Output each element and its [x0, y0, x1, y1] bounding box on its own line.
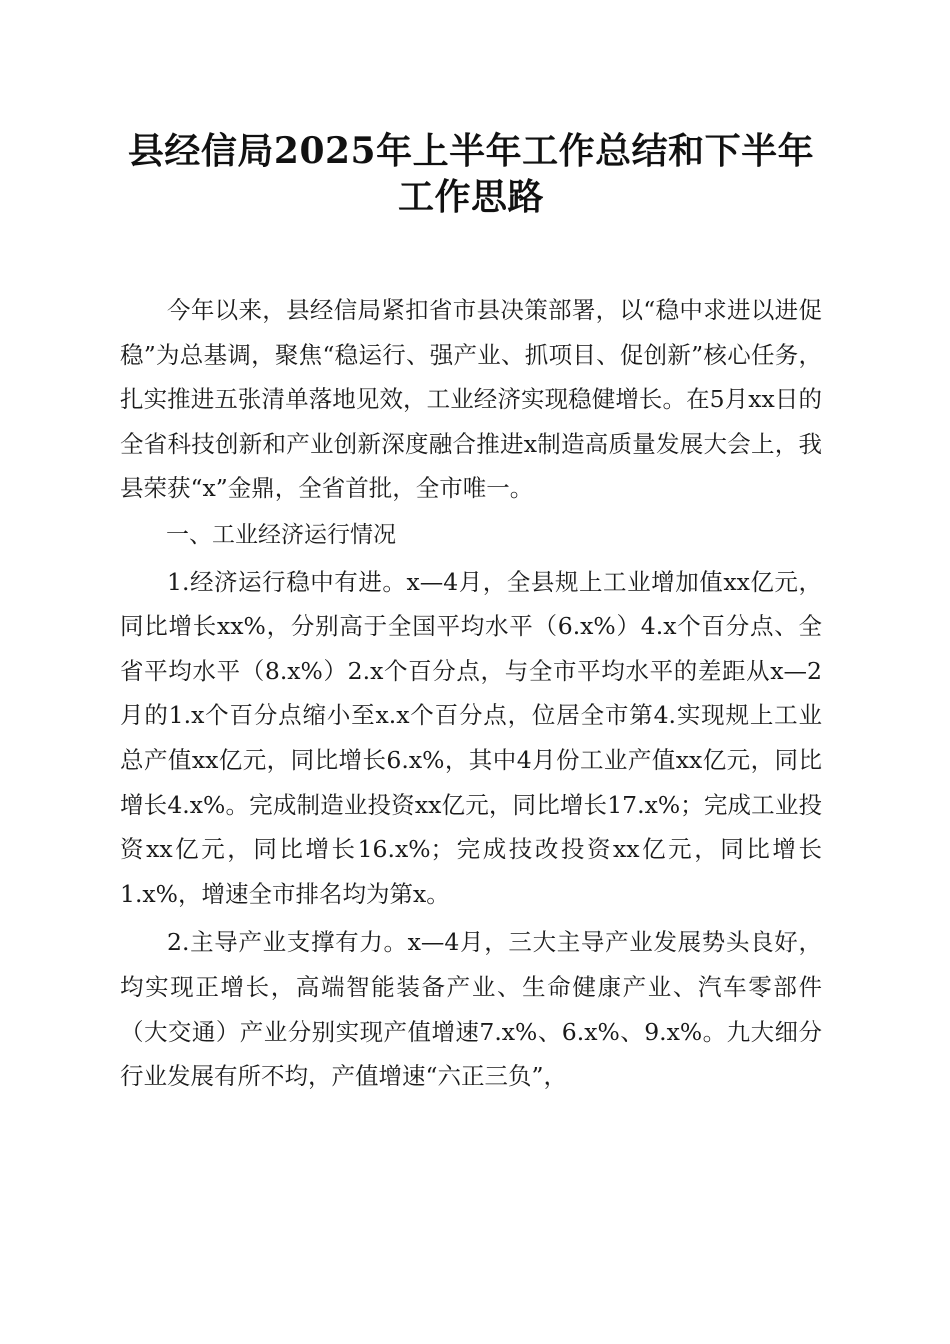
section-heading-industrial-economy: 一、工业经济运行情况 [166, 521, 396, 548]
intro-paragraph: 今年以来，县经信局紧扣省市县决策部署，以“稳中求进以进促稳”为总基调，聚焦“稳运行、强产业、抓项目、促创新”核心任务，扎实推进五张清单落地见效，工业经济实现稳健增长。在5月xx日的全省科技创新和产业创新深度融合推进x制造高质量发展大会上，我县荣获“x”金鼎，全省首批，全市唯一。 [120, 296, 822, 503]
paragraph-leading-industries: 2.主导产业支撑有力。x—4月，三大主导产业发展势头良好，均实现正增长，高端智能装备产业、生命健康产业、汽车零部件（大交通）产业分别实现产值增速7.x%、6.x%、9.x%。九大细分行业发展有所不均，产值增速“六正三负”， [120, 928, 822, 1091]
document-body [120, 288, 822, 1099]
paragraph-economic-operation: 1.经济运行稳中有进。x—4月，全县规上工业增加值xx亿元，同比增长xx%，分别高于全国平均水平（6.x%）4.x个百分点、全省平均水平（8.x%）2.x个百分点，与全市平均水平的差距从x—2月的1.x个百分点缩小至x.x个百分点，位居全市第4.实现规上工业总产值xx亿元，同比增长6.x%，其中4月份工业产值xx亿元，同比增长4.x%。完成制造业投资xx亿元，同比增长17.x%；完成工业投资xx亿元，同比增长16.x%；完成技改投资xx亿元，同比增长1.x%，增速全市排名均为第x。 [120, 567, 822, 908]
document-title: 县经信局2025年上半年工作总结和下半年工作思路 [127, 130, 815, 218]
